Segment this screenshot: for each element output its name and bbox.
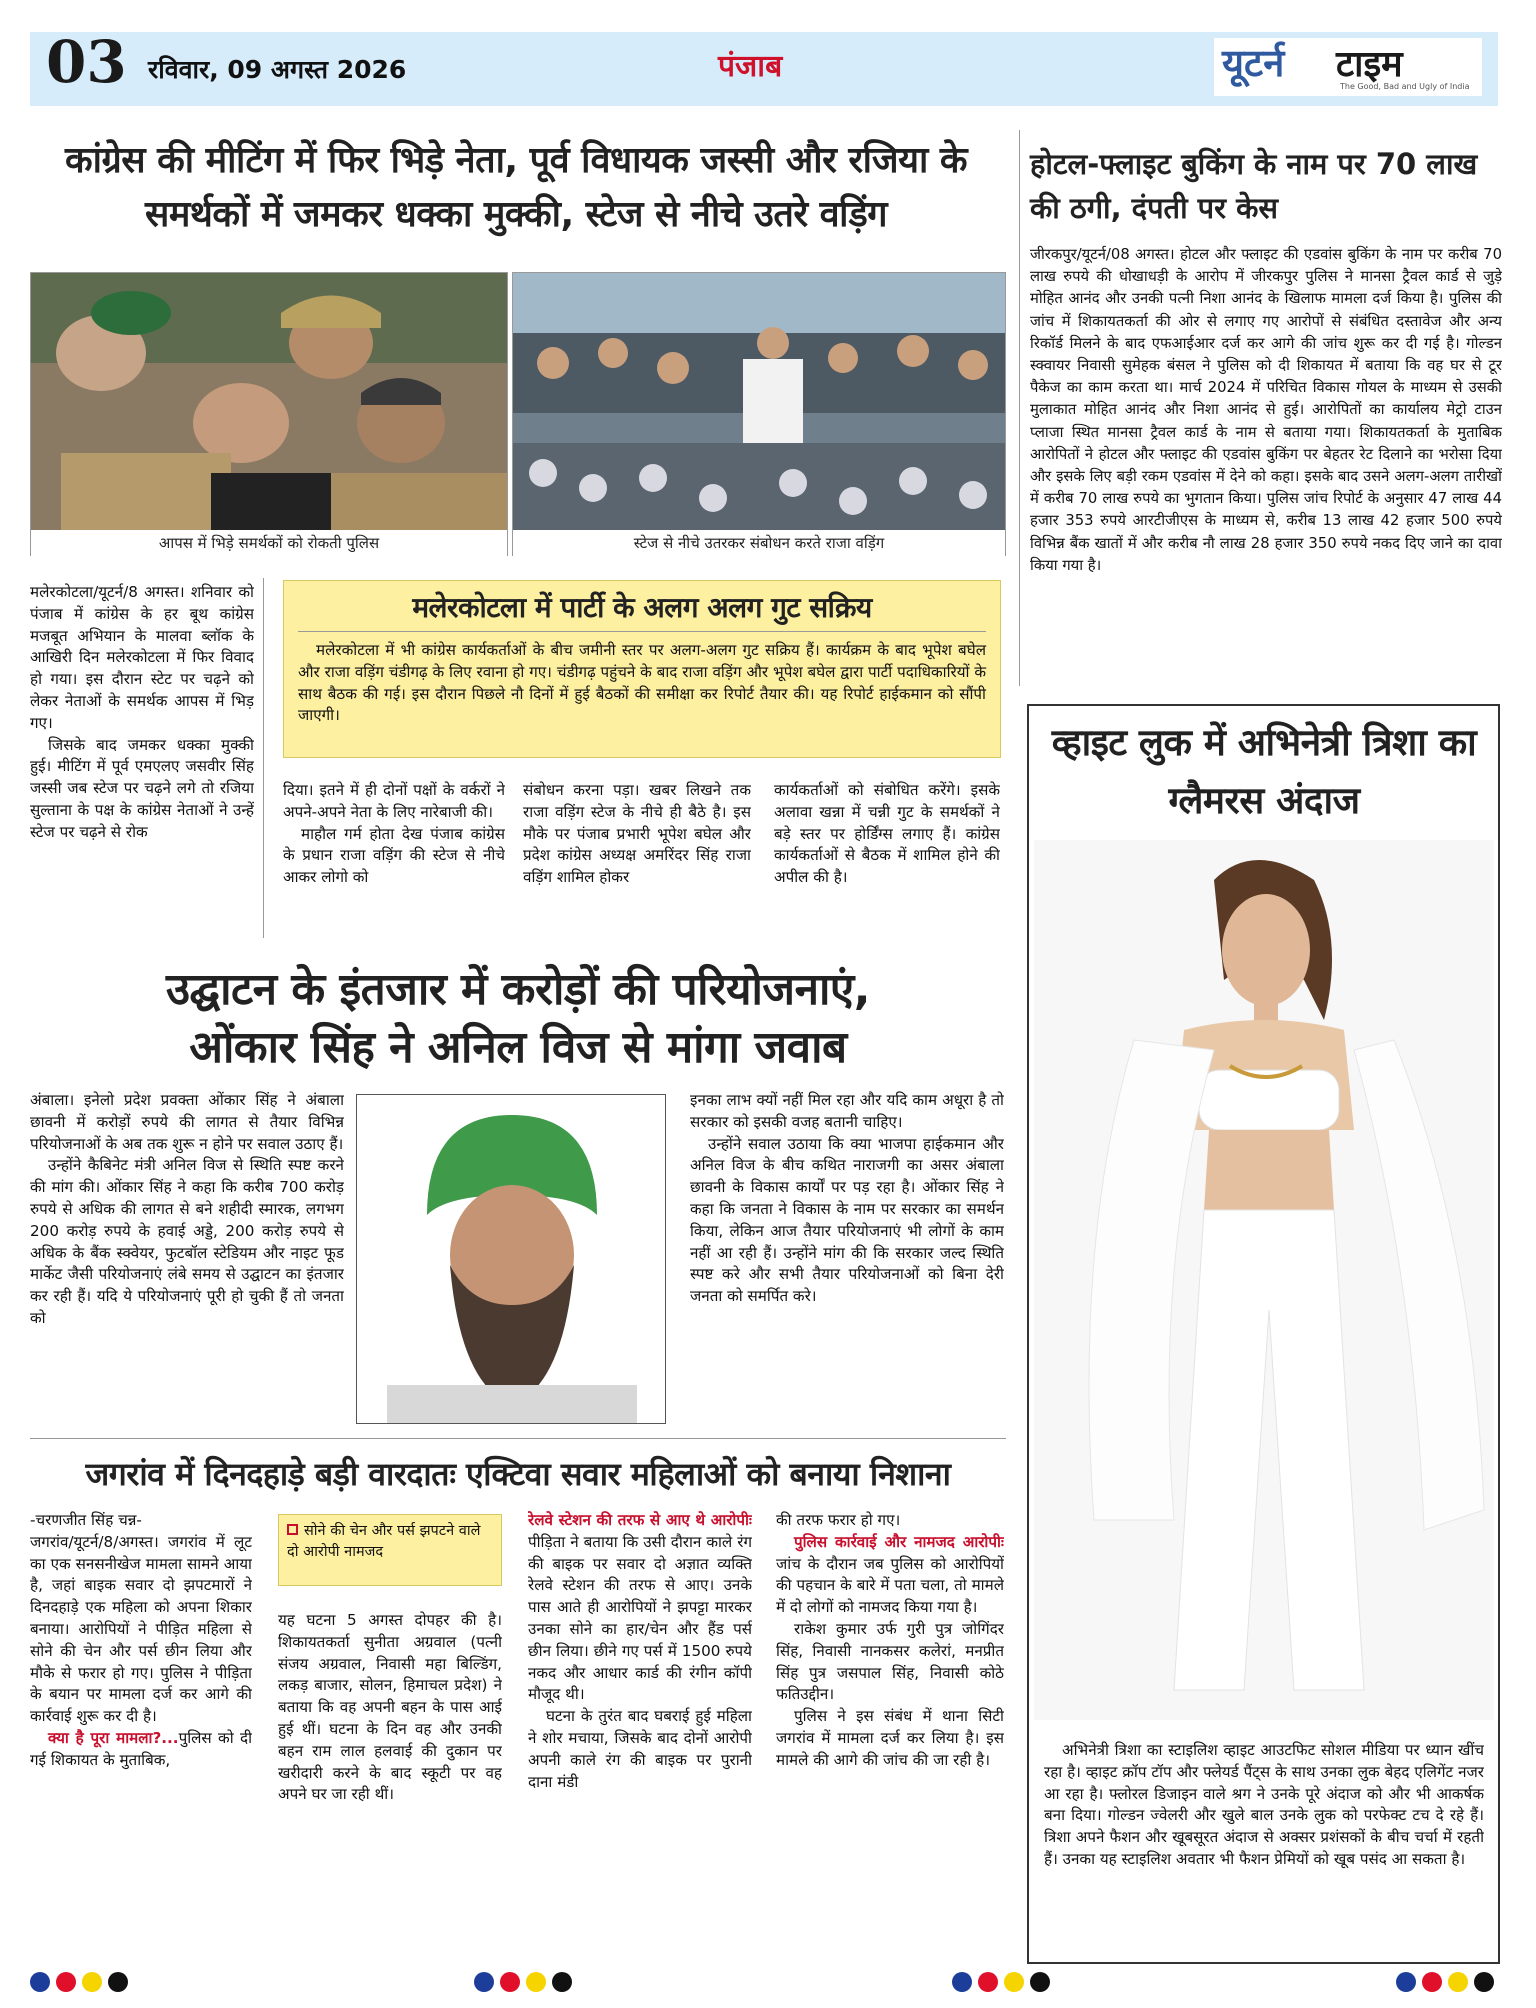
story1-col1 (30, 582, 254, 932)
story1-headline: कांग्रेस की मीटिंग में फिर भिड़े नेता, पूर्व विधायक जस्सी और रजिया के समर्थकों में जमकर धक्का मुक्की, स्टेज से नीचे उतरे वड़िंग (65, 140, 967, 235)
issue-date: रविवार, 09 अगस्त 2026 (148, 55, 407, 84)
story5-col4-subhead: पुलिस कार्रवाई और नामजद आरोपीः (794, 1532, 1004, 1551)
story5-col4-p2: राकेश कुमार उर्फ गुरी पुत्र जोगिंदर सिंह, निवासी नानकसर कलेरां, मनप्रीत सिंह पुत्र जसपाल सिंह, निवासी कोठे फतिउद्दीन। (776, 1619, 1004, 1704)
story5-col4-p1: जांच के दौरान जब पुलिस को आरोपियों की पहचान के बारे में पता चला, तो मामले में दो लोगों को नामजद किया गया है। (776, 1554, 1004, 1617)
story3-photo (1034, 840, 1494, 1720)
story5-col2: यह घटना 5 अगस्त दोपहर की है। शिकायतकर्ता सुनीता अग्रवाल (पत्नी संजय अग्रवाल, निवासी महा बिल्डिंग, लकड़ बाजार, सोलन, हिमाचल प्रदेश) ने बताया कि वह अपनी बहन के पास आई हुई थीं। घटना के दिन वह और उनकी बहन राम लाल हलवाई की दुकान पर खरीदारी करने के बाद स्कूटी पर वह अपने घर जा रही थीं। (278, 1611, 502, 1804)
story1-col2-p2: माहौल गर्म होता देख पंजाब कांग्रेस के प्रधान राजा वड़िंग की स्टेज से नीचे आकर लोगो को (283, 824, 505, 887)
story4-headline-line2: ओंकार सिंह ने अनिल विज से मांगा जवाब (189, 1022, 847, 1073)
story1-col1-p1: मलेरकोटला/यूटर्न/8 अगस्त। शनिवार को पंजाब में कांग्रेस के हर बूथ कांग्रेस मजबूत अभियान के मालवा ब्लॉक के आखिरी दिन मलेरकोटला में फिर विवाद हो गया। इस दौरान स्टेट पर चढ़ने को लेकर नेताओं के समर्थक आपस में भिड़ गए। (30, 583, 254, 732)
story1-box-text: मलेरकोटला में भी कांग्रेस कार्यकर्ताओं के बीच जमीनी स्तर पर अलग-अलग गुट सक्रिय हैं। कार्यक्रम के बाद भूपेश बघेल और राजा वड़िंग चंडीगढ़ के लिए रवाना हो गए। चंडीगढ़ पहुंचने के बाद राजा वड़िंग और भूपेश बघेल द्वारा पार्टी पदाधिकारियों के साथ बैठक की गई। इस दौरान पिछले नौ दिनों में हुई बैठकों की समीक्षा कर रिपोर्ट तैयार की। यह रिपोर्ट हाईकमान को सौंपी जाएगी। (298, 641, 986, 725)
story2-body: जीरकपुर/यूटर्न/08 अगस्त। होटल और फ्लाइट की एडवांस बुकिंग के नाम पर करीब 70 लाख रुपये की धोखाधड़ी के आरोप में जीरकपुर पुलिस ने मानसा ट्रैवल कार्ड से जुड़े मोहित आनंद और उनकी पत्नी निशा आनंद के खिलाफ मामला दर्ज किया है। पुलिस की जांच में शिकायतकर्ता की ओर से लगाए गए आरोपों से संबंधित दस्तावेज और अन्य रिकॉर्ड मिलने के बाद एफआईआर दर्ज कर आगे की जांच शुरू कर दी गई है। गोल्डन स्क्वायर निवासी सुमेहक बंसल ने पुलिस को दी शिकायत में बताया कि वह घर से टूर पैकेज का काम करता था। मार्च 2024 में परिचित विकास गोयल के माध्यम से उसकी मुलाकात मोहित आनंद और निशा आनंद से हुई। आरोपितों का कार्यालय मेट्रो टाउन प्लाजा स्थित मानसा ट्रैवल कार्ड के नाम से बताया गया। शिकायतकर्ता के मुताबिक आरोपितों ने होटल और फ्लाइट की एडवांस बुकिंग पर बेहतर रेट दिलाने का भरोसा दिया और इसके लिए बड़ी रकम एडवांस में देने को कहा। इसके बाद उसने अलग-अलग तारीखों में करीब 70 लाख रुपये का भुगतान किया। पुलिस जांच रिपोर्ट के अनुसार 47 लाख 44 हजार 353 रुपये आरटीजीएस के माध्यम से, करीब 13 लाख 42 हजार 500 रुपये विभिन्न बैंक खातों में और करीब नौ लाख 28 हजार 350 रुपये नकद दिए जाने का दावा किया गया है। (1030, 246, 1502, 574)
story5-col1 (30, 1510, 252, 1956)
story1-col1-p2: जिसके बाद जमकर धक्का मुक्की हुई। मीटिंग में पूर्व एमएलए जसवीर सिंह जस्सी जब स्टेज पर चढ़ने लगे तो रजिया सुल्ताना के पक्ष के कांग्रेस नेताओं ने उन्हें स्टेज पर चढ़ने से रोक (30, 735, 254, 841)
story5-col1-subtext: पुलिस को दी गई शिकायत के मुताबिक, (30, 1728, 252, 1769)
story4-left-p2: उन्होंने कैबिनेट मंत्री अनिल विज से स्थिति स्पष्ट करने की मांग की। ओंकार सिंह ने कहा कि करीब 700 करोड़ रुपये से अधिक की लागत से बने शहीदी स्मारक, लगभग 200 करोड़ रुपये के हवाई अड्डे, 200 करोड़ रुपये से अधिक के बैंक स्क्वेयर, फुटबॉल स्टेडियम और नाइट फूड मार्केट जैसी परियोजनाएं लंबे समय से उद्घाटन का इंतजार कर रही हैं। यदि ये परियोजनाएं पूरी हो चुकी हैं तो जनता को (30, 1156, 344, 1327)
story5-col3-p1: पीड़िता ने बताया कि उसी दौरान काले रंग की बाइक पर सवार दो अज्ञात व्यक्ति रेलवे स्टेशन की तरफ से आए। उनके पास आते ही आरोपियों ने झपट्टा मारकर उनका सोने का हार/चेन और हैंड पर्स छीन लिया। छीने गए पर्स में 1500 रुपये नकद और आधार कार्ड की रंगीन कॉपी मौजूद थी। (528, 1532, 752, 1704)
story3-caption: अभिनेत्री त्रिशा का स्टाइलिश व्हाइट आउटफिट सोशल मीडिया पर ध्यान खींच रहा है। व्हाइट क्रॉप टॉप और फ्लेयर्ड पैंट्स के साथ उनका लुक बेहद एलिगेंट नजर आ रहा है। फ्लोरल डिजाइन वाले श्रग ने उनके पूरे अंदाज को और भी आकर्षक बना दिया। गोल्डन ज्वेलरी और खुले बाल उनके लुक को परफेक्ट टच दे रहे हैं। त्रिशा अपने फैशन और खूबसूरत अंदाज से अक्सर प्रशंसकों के बीच चर्चा में रहती हैं। उनका यह स्टाइलिश अवतार भी फैशन प्रेमियों को खूब पसंद आ सकता है। (1044, 1741, 1484, 1868)
story1-photo1-caption: आपस में भिड़े समर्थकों को रोकती पुलिस (31, 530, 507, 556)
story2-headline: होटल-फ्लाइट बुकिंग के नाम पर 70 लाख की ठगी, दंपती पर केस (1030, 147, 1478, 225)
story1-col4: कार्यकर्ताओं को संबोधित करेंगे। इसके अलावा खन्ना में चन्नी गुट के समर्थकों ने बड़े स्तर पर होर्डिंग्स लगाए हैं। कांग्रेस कार्यकर्ताओं से बैठक में शामिल होने की अपील की है। (774, 781, 1000, 887)
story1-col3: संबोधन करना पड़ा। खबर लिखने तक राजा वड़िंग स्टेज के नीचे ही बैठे है। इस मौके पर पंजाब प्रभारी भूपेश बघेल और प्रदेश कांग्रेस अध्यक्ष अमरिंदर सिंह राजा वड़िंग शामिल होकर (523, 781, 751, 887)
story4-right (690, 1090, 1004, 1428)
section-name: पंजाब (718, 49, 783, 84)
story5-headline: जगरांव में दिनदहाड़े बड़ी वारदातः एक्टिवा सवार महिलाओं को बनाया निशाना (85, 1455, 951, 1493)
story5-callout-text: सोने की चेन और पर्स झपटने वाले दो आरोपी नामजद (287, 1523, 481, 1560)
story3-headline: व्हाइट लुक में अभिनेत्री त्रिशा का ग्लैमरस अंदाज (1051, 721, 1477, 822)
story5-col1-subhead: क्या है पूरा मामला?... (48, 1728, 179, 1747)
story4-left (30, 1090, 344, 1428)
story1-photo2-caption: स्टेज से नीचे उतरकर संबोधन करते राजा वड़िंग (513, 530, 1005, 556)
story4-right-p2: उन्होंने सवाल उठाया कि क्या भाजपा हाईकमान और अनिल विज के बीच कथित नाराजगी का असर अंबाला छावनी के विकास कार्यों पर पड़ रहा है। ओंकार सिंह ने कहा कि जनता ने विकास के नाम पर सरकार का समर्थन किया, लेकिन आज तैयार परियोजनाएं भी लोगों के काम नहीं आ रही हैं। उन्होंने मांग की कि सरकार जल्द स्थिति स्पष्ट करे और सभी तैयार परियोजनाओं को बिना देरी जनता को समर्पित करे। (690, 1134, 1004, 1306)
story5-col3 (528, 1510, 752, 1956)
page-number: 03 (46, 28, 127, 96)
story4-portrait (356, 1094, 666, 1424)
story5-col3-p2: घटना के तुरंत बाद घबराई हुई महिला ने शोर मचाया, जिसके बाद दोनों आरोपी अपनी काले रंग की बाइक पर पुरानी दाना मंडी (528, 1707, 752, 1791)
story5-col1-p1: जगरांव/यूटर्न/8/अगस्त। जगरांव में लूट का एक सनसनीखेज मामला सामने आया है, जहां बाइक सवार दो झपटमारों ने दिनदहाड़े एक महिला को अपना शिकार बनाया। आरोपियों ने पीड़ित महिला से सोने की चेन और पर्स छीन लिया और मौके से फरार हो गए। पुलिस ने पीड़िता के बयान पर मामला दर्ज कर आगे की कार्रवाई शुरू कर दी है। (30, 1532, 252, 1726)
story5-col4-p3: पुलिस ने इस संबंध में थाना सिटी जगरांव में मामला दर्ज कर लिया है। इस मामले की आगे की जांच की जा रही है। (776, 1707, 1004, 1769)
print-registration-marks (952, 1972, 1056, 1996)
story1-col2 (283, 780, 505, 938)
story5-col3-subhead: रेलवे स्टेशन की तरफ से आए थे आरोपीः (528, 1511, 752, 1529)
story1-photo-stage (512, 272, 1006, 556)
section-rule (30, 1438, 1006, 1439)
story5-callout-box (278, 1514, 502, 1586)
column-rule (263, 578, 264, 938)
logo-main-text: यूटर्न (1222, 41, 1285, 85)
print-registration-marks (30, 1972, 134, 1996)
logo-word-text: टाइम (1336, 44, 1403, 85)
story5-col4-p0: की तरफ फरार हो गए। (776, 1511, 901, 1529)
column-rule (1019, 130, 1020, 686)
story1-col2-p1: दिया। इतने में ही दोनों पक्षों के वर्करों ने अपने-अपने नेता के लिए नारेबाजी की। (283, 781, 505, 821)
story4-headline-line1: उद्घाटन के इंतजार में करोड़ों की परियोजनाएं, (166, 964, 870, 1015)
story1-boxed-section (283, 580, 1001, 758)
print-registration-marks (1396, 1972, 1500, 1996)
story5-col4 (776, 1510, 1004, 1956)
box-rule (298, 631, 986, 632)
print-registration-marks (474, 1972, 578, 1996)
logo-tagline: The Good, Bad and Ugly of India (1340, 82, 1470, 91)
story1-box-title: मलेरकोटला में पार्टी के अलग अलग गुट सक्रिय (412, 591, 872, 624)
bullet-square-icon (287, 1524, 298, 1535)
story4-right-p1: इनका लाभ क्यों नहीं मिल रहा और यदि काम अधूरा है तो सरकार को इसकी वजह बतानी चाहिए। (690, 1091, 1004, 1131)
story5-byline: -चरणजीत सिंह चन्न- (30, 1511, 142, 1529)
story1-photo-police (30, 272, 508, 556)
story4-left-p1: अंबाला। इनेलो प्रदेश प्रवक्ता ओंकार सिंह ने अंबाला छावनी में करोड़ों रुपये की लागत से तैयार विभिन्न परियोजनाओं के अब तक शुरू न होने पर सवाल उठाए हैं। (30, 1091, 344, 1153)
